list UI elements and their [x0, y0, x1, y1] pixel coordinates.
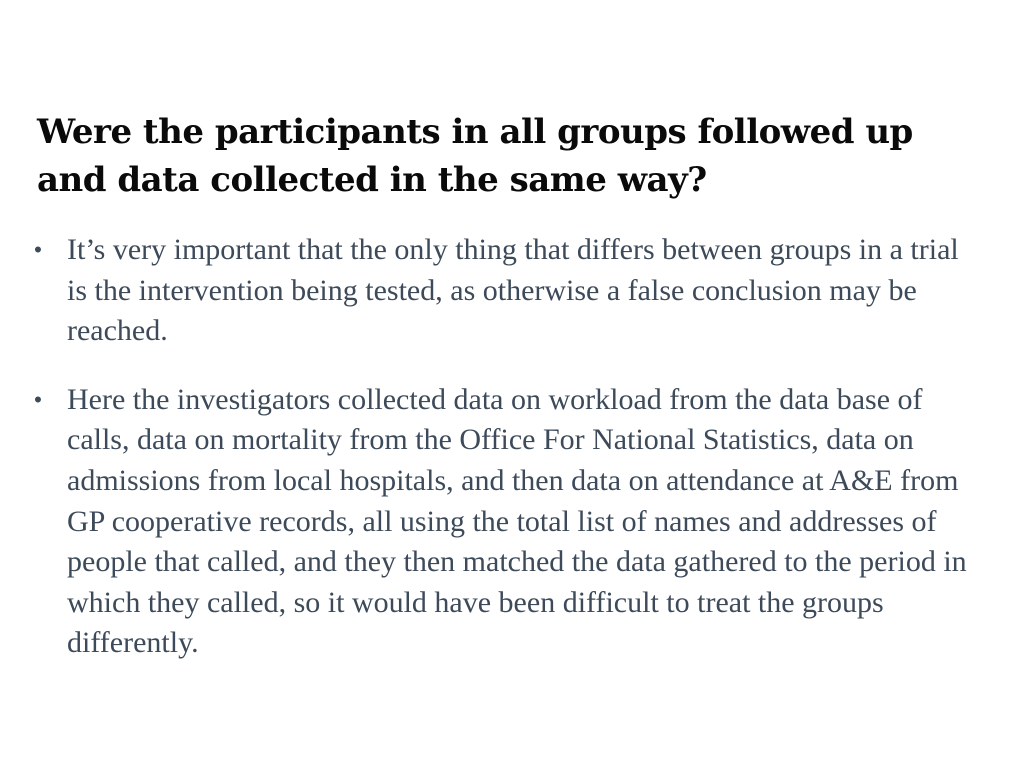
bullet-list [28, 230, 978, 692]
bullet-item-1 [28, 230, 978, 352]
slide-title: Were the participants in all groups followed up and data collected in the same way? [37, 112, 913, 200]
bullet-item-2 [28, 380, 978, 664]
bullet-text-1: It’s very important that the only thing that differs between groups in a trial is the intervention being tested, as otherwise a false conclusion may be reached. [67, 233, 959, 348]
bullet-marker: • [34, 386, 42, 412]
bullet-marker: • [34, 237, 42, 262]
bullet-text-2: Here the investigators collected data on workload from the data base of calls, data on mortality from the Office For National Statistics, data on admissions from local hospitals, and then data on attendance at A&E from GP cooperative records, all using the total list of names and addresses of people that called, and they then matched the data gathered to the period in which they called, so it would have been difficult to treat the groups differently. [67, 382, 967, 660]
